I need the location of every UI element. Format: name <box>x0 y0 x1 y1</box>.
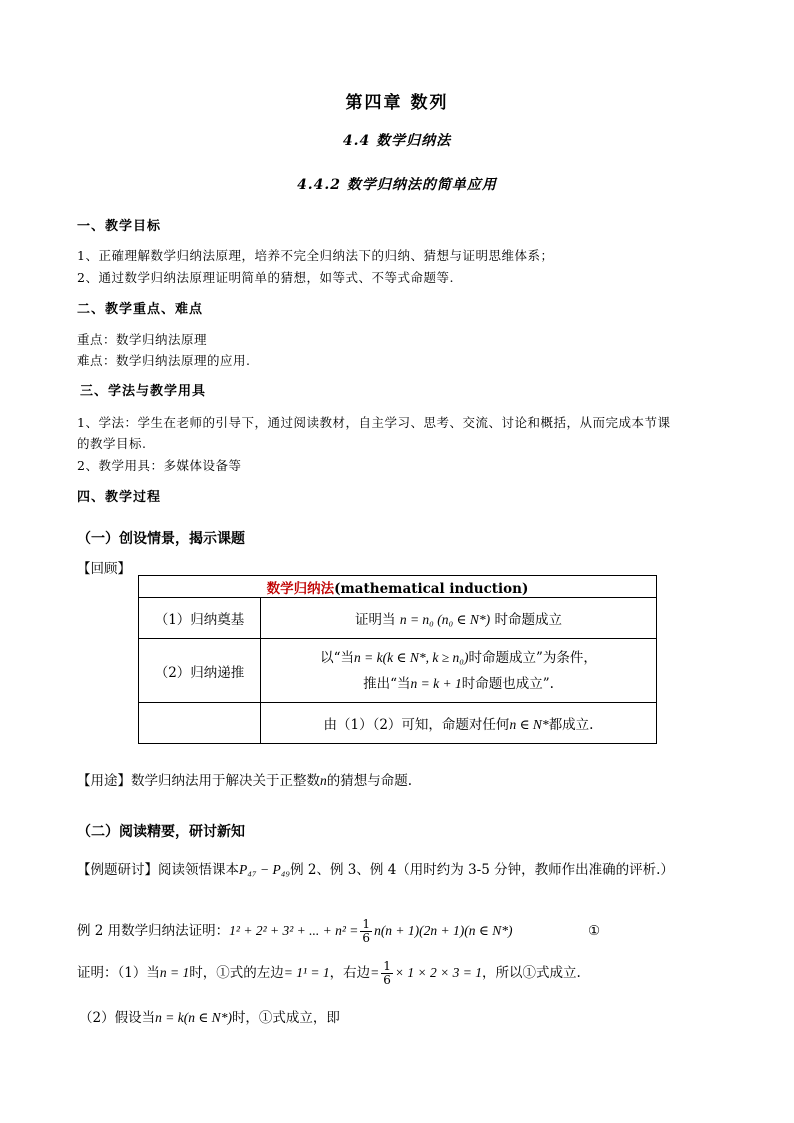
step2-pre: （2）假设当 <box>79 1010 156 1026</box>
subsection-title: 4.4.2 数学归纳法的简单应用 <box>297 177 497 193</box>
proof-fraction <box>381 960 393 987</box>
example-label: 【例题研讨】 <box>77 862 158 878</box>
goals-item-1: 1、正確理解数学归纳法原理，培养不完全归纳法下的归纳、猜想与证明思维体系； <box>77 248 554 263</box>
row2-line2-post: 时命题也成立”. <box>461 675 554 692</box>
proof-m2: = 1¹ = 1 <box>283 965 330 980</box>
step2-post: 时，①式成立，即 <box>231 1010 340 1026</box>
ex2-fraction <box>360 918 372 945</box>
methods-heading: 三、学法与教学用具 <box>80 384 207 399</box>
row1-math: n = n₀ (n₀ ∈ N*) <box>399 612 491 627</box>
proof-frac-den: 6 <box>383 973 391 987</box>
proof-eq: = <box>370 965 380 980</box>
ex2-frac-num: 1 <box>362 917 371 931</box>
induction-table <box>138 575 657 744</box>
section-title: 4.4 数学归纳法 <box>342 133 452 149</box>
proof-line-1 <box>77 960 581 987</box>
proof-m1: n = 1 <box>159 965 190 980</box>
row2-line1-post: 时命题成立”为条件， <box>468 649 597 666</box>
proof-step-2 <box>79 1006 340 1026</box>
proof-post: ，所以①式成立. <box>481 965 581 981</box>
example-line <box>77 858 674 878</box>
row1-content <box>261 598 657 639</box>
step2-math: n = k(n ∈ N*) <box>155 1010 232 1025</box>
table-header-en: (mathematical induction) <box>334 580 529 597</box>
example-2-line <box>77 918 513 945</box>
row1-pre: 证明当 <box>355 612 396 628</box>
row3-math: n ∈ N* <box>509 717 549 732</box>
table-header <box>139 576 657 598</box>
row2-line2-pre: 推出“当 <box>363 675 411 692</box>
usage-label: 【用途】 <box>77 773 131 789</box>
keypoints-focus: 重点：数学归纳法原理 <box>77 332 208 347</box>
row3-empty <box>139 703 261 744</box>
row2-line-2 <box>261 671 656 697</box>
methods-item-1-line-1: 1、学法：学生在老师的引导下，通过阅读教材，自主学习、思考、交流、讨论和概括，从而完成本节课 <box>77 415 671 430</box>
ex2-frac-den: 6 <box>362 931 371 945</box>
row3-pre: 由（1）（2）可知，命题对任何 <box>323 717 510 733</box>
proof-frac-num: 1 <box>383 959 391 973</box>
ex2-lhs: 1² + 2² + 3² + ... + n² = <box>229 923 359 938</box>
row3-post: 都成立. <box>548 717 594 733</box>
example-math: P₄₇ − P₄₉ <box>239 862 291 877</box>
methods-item-2: 2、教学用具：多媒体设备等 <box>77 458 242 473</box>
proof-m3: × 1 × 2 × 3 = 1 <box>394 965 482 980</box>
row2-line-1 <box>261 645 656 671</box>
proof-mid1: 时，①式的左边 <box>189 965 284 981</box>
keypoints-difficulty: 难点：数学归纳法原理的应用. <box>77 353 251 368</box>
chapter-title: 第四章 数列 <box>345 93 449 113</box>
ex2-pre: 例 2 用数学归纳法证明： <box>77 923 230 939</box>
example-pre: 阅读领悟课本 <box>158 862 239 878</box>
ex2-rhs: n(n + 1)(2n + 1)(n ∈ N*) <box>374 923 513 938</box>
keypoints-heading: 二、教学重点、难点 <box>77 302 204 317</box>
goals-item-2: 2、通过数学归纳法原理证明简单的猜想，如等式、不等式命题等. <box>77 270 454 285</box>
review-label: 【回顾】 <box>77 561 131 577</box>
row2-label: （2）归纳递推 <box>139 639 261 703</box>
row1-post: 时命题成立 <box>494 612 562 628</box>
usage-line <box>77 769 412 789</box>
process-heading: 四、教学过程 <box>77 490 162 505</box>
row2-content <box>261 639 657 703</box>
proof-mid2: ，右边 <box>329 965 371 981</box>
row2-line1-math: n = k(k ∈ N*, k ≥ n₀) <box>354 649 469 665</box>
methods-item-1-line-2: 的教学目标. <box>77 436 147 451</box>
row2-line1-pre: 以“当 <box>320 649 355 666</box>
usage-math: n <box>320 773 327 788</box>
usage-pre: 数学归纳法用于解决关于正整数 <box>131 773 320 789</box>
row1-label: （1）归纳奠基 <box>139 598 261 639</box>
goals-heading: 一、教学目标 <box>77 219 162 234</box>
ex2-mark: ① <box>588 923 601 939</box>
row3-content <box>261 703 657 744</box>
part2-title: （二）阅读精要，研讨新知 <box>77 824 245 840</box>
row2-line2-math: n = k + 1 <box>410 675 462 691</box>
proof-pre: 证明：（1）当 <box>77 965 160 981</box>
table-header-cn: 数学归纳法 <box>266 580 335 597</box>
part1-title: （一）创设情景，揭示课题 <box>77 531 245 547</box>
example-post: 例 2、例 3、例 4（用时约为 3-5 分钟，教师作出准确的评析.） <box>290 862 674 878</box>
usage-post: 的猜想与命题. <box>326 773 413 789</box>
